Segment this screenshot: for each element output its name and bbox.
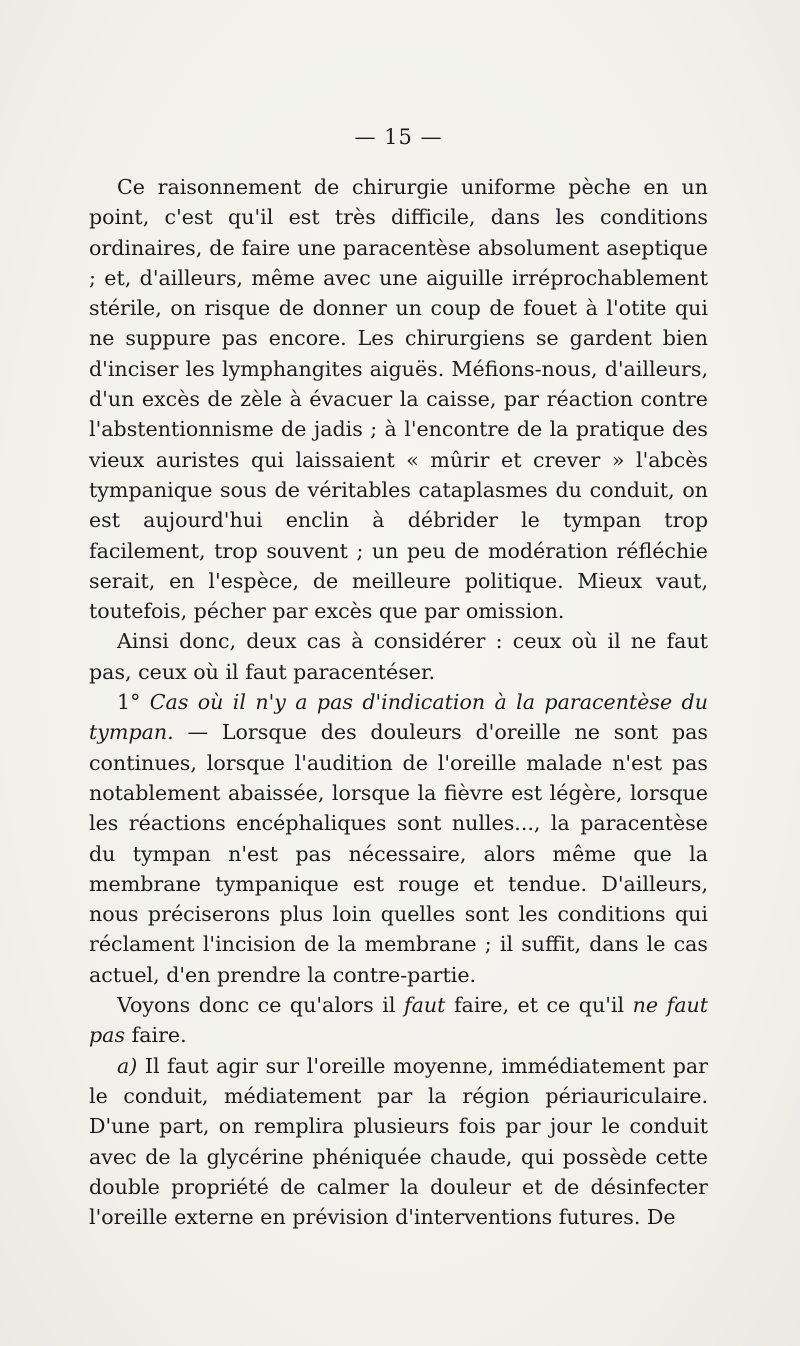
paragraph-5 — [89, 1051, 708, 1233]
paragraph-4-text-a: Voyons donc ce qu'alors il — [117, 993, 396, 1018]
list-label-a: a) — [117, 1053, 138, 1078]
paragraph-4-text-e: faire. — [131, 1023, 187, 1048]
paragraph-2: Ainsi donc, deux cas à considérer : ceux où il ne faut pas, ceux où il faut paracentéser. — [89, 629, 708, 684]
paragraph-3-text: — Lorsque des douleurs d'oreille ne sont pas continues, lorsque l'audition de l'oreille malade n'est pas notablement abaissée, lorsque la fièvre est légère, lorsque les réactions encéphaliques sont nulles..., la paracentèse du tympan n'est pas nécessaire, alors même que la membrane tympanique est rouge et tendue. D'ailleurs, nous préciserons plus loin quelles sont les conditions qui réclament l'incision de la membrane ; il suffit, dans le cas actuel, d'en prendre la contre-partie. — [89, 720, 708, 987]
paragraph-3 — [89, 687, 708, 990]
paragraph-5-text: Il faut agir sur l'oreille moyenne, immédiatement par le conduit, médiatement par la région périauriculaire. D'une part, on remplira plusieurs fois par jour le conduit avec de la glycérine phéniquée chaude, qui possède cette double propriété de calmer la douleur et de désinfecter l'oreille externe en prévision d'interventions futures. De — [89, 1053, 708, 1230]
emphasis-faut: faut — [403, 993, 446, 1018]
section-number: 1° — [117, 690, 141, 715]
paragraph-1: Ce raisonnement de chirurgie uniforme pèche en un point, c'est qu'il est très difficile, dans les conditions ordinaires, de faire une paracentèse absolument aseptique ; et, d'ailleurs, même avec une aiguille irréprochablement stérile, on risque de donner un coup de fouet à l'otite qui ne suppure pas encore. Les chirurgiens se gardent bien d'inciser les lymphangites aiguës. Méfions-nous, d'ailleurs, d'un excès de zèle à évacuer la caisse, par réaction contre l'abstentionnisme de jadis ; à l'encontre de la pratique des vieux auristes qui laissaient « mûrir et crever » l'abcès tympanique sous de véritables cataplasmes du conduit, on est aujourd'hui enclin à débrider le tympan trop facilement, trop souvent ; un peu de modération réfléchie serait, en l'espèce, de meilleure politique. Mieux vaut, toutefois, pécher par excès que par omission. — [89, 175, 708, 624]
paragraph-4-text-c: faire, et ce qu'il — [453, 993, 625, 1018]
section-title: Cas où il n'y a pas d'indication à la paracentèse du tympan. — [89, 690, 708, 745]
page-number: — 15 — — [354, 125, 443, 149]
emphasis-ne-faut-pas: ne faut pas — [89, 993, 709, 1048]
paragraph-4 — [89, 990, 708, 1051]
body-text — [89, 172, 708, 1232]
